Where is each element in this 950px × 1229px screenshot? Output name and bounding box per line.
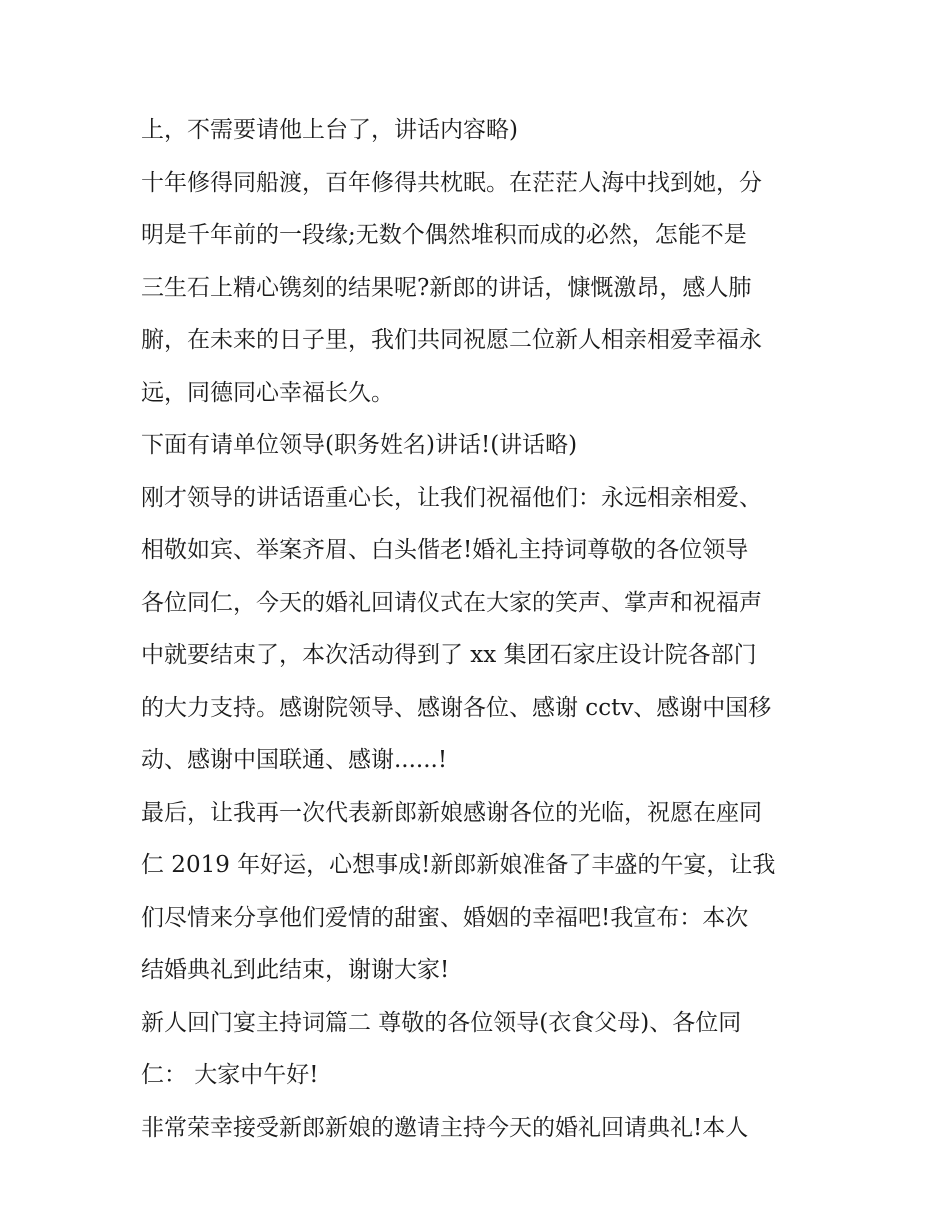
text-line: 们尽情来分享他们爱情的甜蜜、婚姻的幸福吧!我宣布：本次 [141,904,749,931]
text-line: 十年修得同船渡，百年修得共枕眠。在茫茫人海中找到她，分 [141,169,762,196]
text-line: 最后，让我再一次代表新郎新娘感谢各位的光临，祝愿在座同 [141,799,762,826]
text-line: 刚才领导的讲话语重心长，让我们祝福他们：永远相亲相爱、 [141,484,762,511]
text-line: 动、感谢中国联通、感谢......! [141,747,448,773]
text-line: 上，不需要请他上台了，讲话内容略) [141,117,518,143]
text-line: 非常荣幸接受新郎新娘的邀请主持今天的婚礼回请典礼!本人 [141,1114,749,1141]
text-line: 下面有请单位领导(职务姓名)讲话!(讲话略) [141,432,578,458]
text-line: 远，同德同心幸福长久。 [141,379,394,406]
text-line: 中就要结束了，本次活动得到了 xx 集团石家庄设计院各部门 [141,642,757,668]
text-line: 各位同仁，今天的婚礼回请仪式在大家的笑声、掌声和祝福声 [141,589,762,616]
text-line: 相敬如宾、举案齐眉、白头偕老!婚礼主持词尊敬的各位领导 [141,537,749,563]
text-line: 的大力支持。感谢院领导、感谢各位、感谢 cctv、感谢中国移 [141,694,772,721]
text-line: 腑，在未来的日子里，我们共同祝愿二位新人相亲相爱幸福永 [141,327,762,353]
text-line: 明是千年前的一段缘;无数个偶然堆积而成的必然，怎能不是 [141,222,747,248]
text-line: 新人回门宴主持词篇二 尊敬的各位领导(衣食父母)、各位同 [141,1009,742,1036]
text-line: 三生石上精心镌刻的结果呢?新郎的讲话，慷慨激昂，感人肺 [141,274,752,301]
document-body [141,104,821,1154]
text-line: 结婚典礼到此结束，谢谢大家! [141,957,450,983]
text-line: 仁： 大家中午好! [141,1062,319,1088]
text-line: 仁 2019 年好运，心想事成!新郎新娘准备了丰盛的午宴，让我 [141,852,776,878]
